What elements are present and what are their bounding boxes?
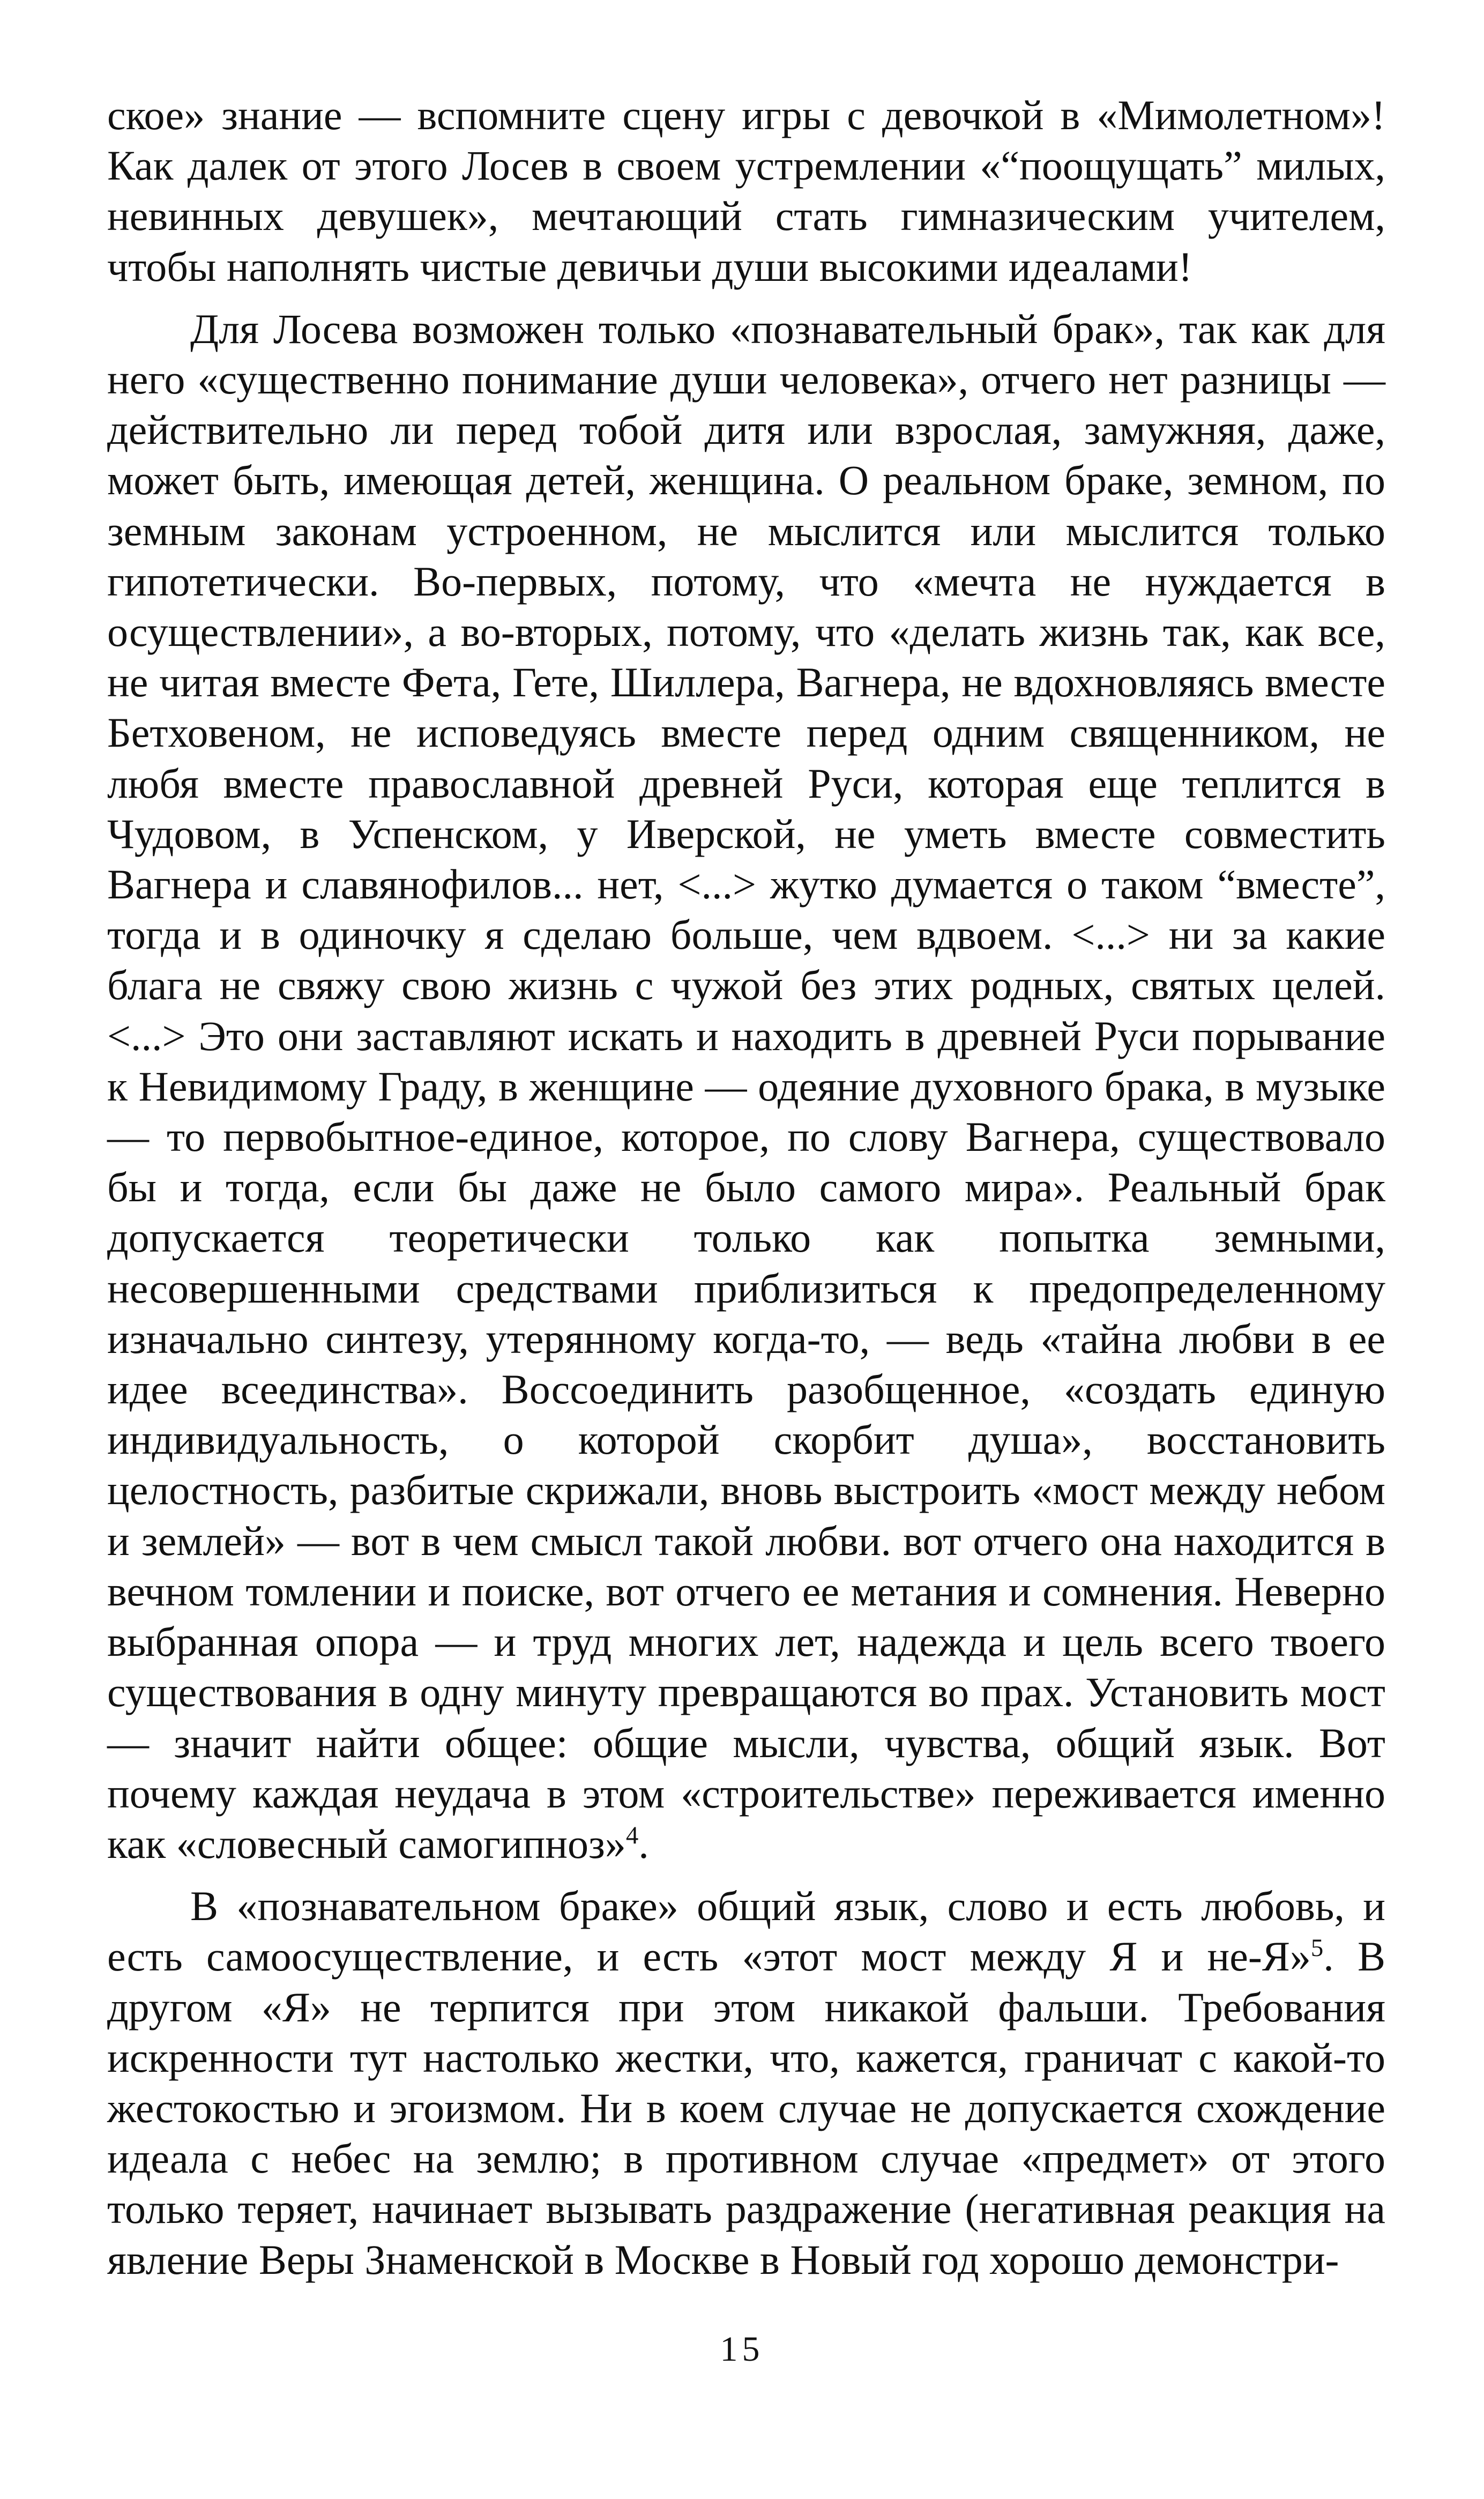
paragraph-2 [107,304,1385,1869]
paragraph-3-tail: . В другом «Я» не терпится при этом никакой фальши. Требования искренности тут настолько жестки, что, кажется, граничат с какой-то жестокостью и эгоизмом. Ни в коем случае не допускается схождение идеала с небес на землю; в противном случае «предмет» от этого только теряет, начинает вызывать раздражение (негативная реакция на явление Веры Знаменской в Москве в Новый год хорошо демонстри- [107,1933,1385,2283]
body-text [107,90,1385,2297]
paragraph-3-text: В «познавательном браке» общий язык, слово и есть любовь, и есть самоосуществление, и есть «этот мост между Я и не-Я» [107,1883,1385,1980]
paragraph-2-text: Для Лосева возможен только «познавательный брак», так как для него «существенно понимание души человека», отчего нет разницы — действительно ли перед тобой дитя или взрослая, замужняя, даже, может быть, имеющая детей, женщина. О реальном браке, земном, по земным законам устроенном, не мыслится или мыслится только гипотетически. Во-первых, потому, что «мечта не нуждается в осуществлении», а во-вторых, потому, что «делать жизнь так, как все, не читая вместе Фета, Гете, Шиллера, Вагнера, не вдохновляясь вместе Бетховеном, не исповедуясь вместе перед одним священником, не любя вместе православной древней Руси, которая еще теплится в Чудовом, в Успенском, у Иверской, не уметь вместе совместить Вагнера и славянофилов... нет, <...> жутко думается о таком “вместе”, тогда и в одиночку я сделаю больше, чем вдвоем. <...> ни за какие блага не свяжу свою жизнь с чужой без этих родных, святых целей. <...> Это они заставляют искать и находить в древней Руси порывание к Невидимому Граду, в женщине — одеяние духовного брака, в музыке — то первобытное-единое, которое, по слову Вагнера, существовало бы и тогда, если бы даже не было самого мира». Реальный брак допускается теоретически только как попытка земными, несовершенными средствами приблизиться к предопределенному изначально синтезу, утерянному когда-то, — ведь «тайна любви в ее идее всеединства». Воссоединить разобщенное, «создать единую индивидуальность, о которой скорбит душа», восстановить целостность, разбитые скрижали, вновь выстроить «мост между небом и землей» — вот в чем смысл такой любви. вот отчего она находится в вечном томлении и поиске, вот отчего ее метания и сомнения. Неверно выбранная опора — и труд многих лет, надежда и цель всего твоего существования в одну минуту превращаются во прах. Установить мост — значит найти общее: общие мысли, чувства, общий язык. Вот почему каждая неудача в этом «строительстве» переживается именно как «словесный самогипноз» [107,305,1385,1867]
page-number: 15 [720,2330,764,2369]
footnote-ref-5: 5 [1310,1934,1324,1962]
paragraph-2-tail: . [638,1820,649,1867]
paragraph-1 [107,90,1385,292]
footnote-ref-4: 4 [625,1821,639,1849]
paragraph-3 [107,1881,1385,2285]
paragraph-1-text: ское» знание — вспомните сцену игры с девочкой в «Мимолетном»! Как далек от этого Лосев в своем устремлении «“поощущать” милых, невинных девушек», мечтающий стать гимназическим учителем, чтобы наполнять чистые девичьи души высокими идеалами! [107,92,1385,290]
